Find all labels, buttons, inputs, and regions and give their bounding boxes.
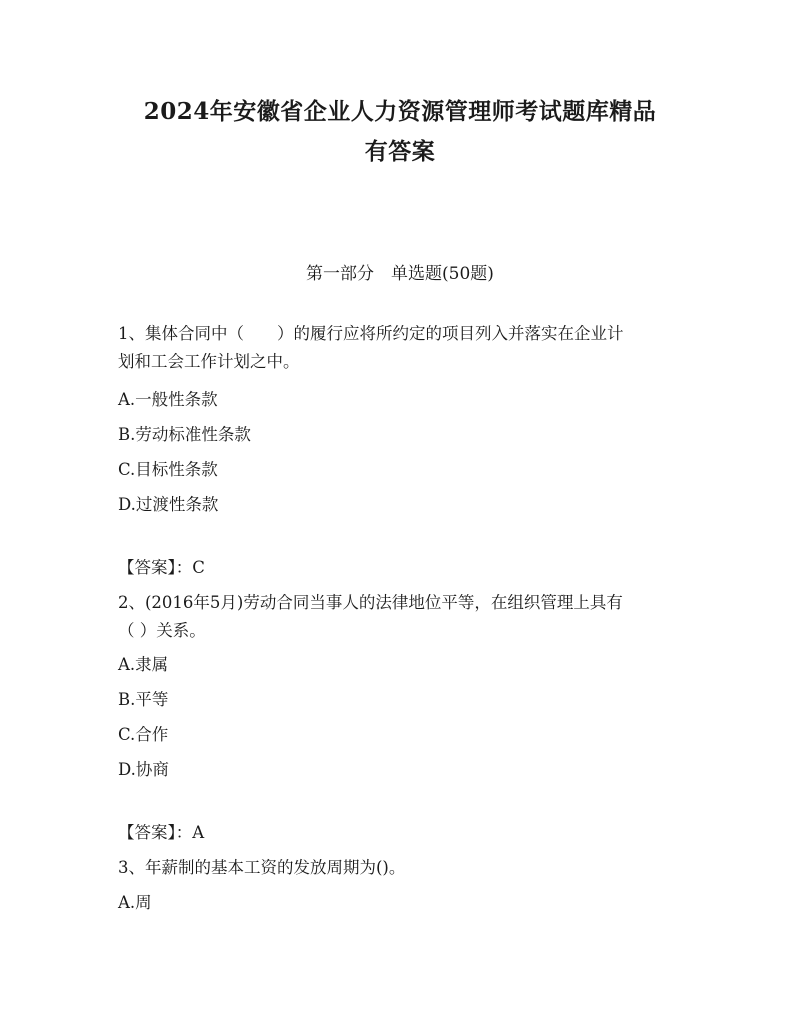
question-1-stem-line-1: 1、集体合同中（ ）的履行应将所约定的项目列入并落实在企业计 (118, 324, 624, 343)
question-1-answer: 【答案】：C (118, 558, 205, 577)
question-2-option-b: B.平等 (118, 690, 169, 709)
question-2-option-c: C.合作 (118, 725, 169, 744)
question-1-option-d: D.过渡性条款 (118, 495, 219, 514)
question-1-option-b: B.劳动标准性条款 (118, 425, 251, 444)
document-title-line-2: 有答案 (364, 138, 436, 165)
question-1-option-a: A.一般性条款 (118, 390, 218, 409)
question-2-option-a: A.隶属 (118, 655, 169, 674)
question-3-stem-line-1: 3、年薪制的基本工资的发放周期为()。 (118, 858, 406, 877)
section-heading: 第一部分 单选题(50题) (306, 264, 494, 284)
document-title-line-1: 2024年安徽省企业人力资源管理师考试题库精品 (143, 98, 657, 125)
question-3-option-a: A.周 (118, 893, 152, 912)
question-1-stem-line-2: 划和工会工作计划之中。 (118, 352, 300, 371)
question-2-answer: 【答案】：A (118, 823, 205, 842)
question-2-option-d: D.协商 (118, 760, 169, 779)
question-1-option-c: C.目标性条款 (118, 460, 218, 479)
question-2-stem-line-1: 2、(2016年5月)劳动合同当事人的法律地位平等，在组织管理上具有 (118, 593, 623, 612)
question-2-stem-line-2: （ ）关系。 (118, 621, 206, 640)
